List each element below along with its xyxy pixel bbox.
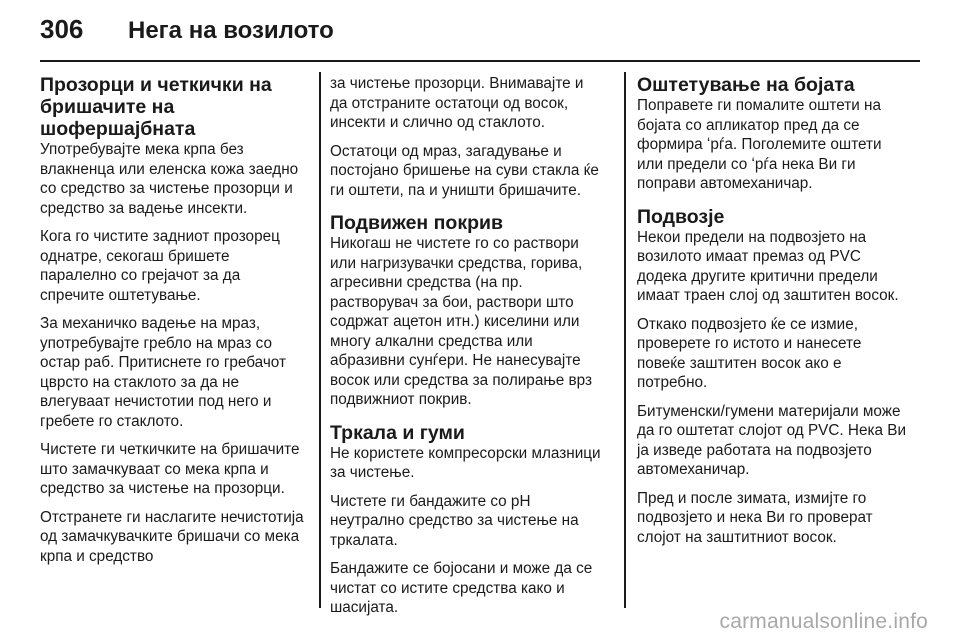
section-heading-underbody: Подвозје [637,205,725,228]
watermark: carmanualsonline.info [719,610,928,633]
paragraph: Никогаш не чистете го со раствори или нагризувачки средства, горива, агресивни средства (на пр. растворувач за бои, раствори што содржат ацетон итн.) киселини или многу алкални средства или абразивни сунѓери. Не нанесувајте восок или средства за полирање врз подвижниот покрив. [330,235,592,408]
column-divider-1 [319,72,321,608]
section-heading-sunroof: Подвижен покрив [330,212,503,234]
page-header [40,14,334,52]
section-heading-windows-wipers: Прозорци и четкички на бришачите на шофершајбната [40,74,272,140]
section-heading-wheels-tyres: Тркала и гуми [330,421,465,444]
column-3 [637,74,907,606]
paragraph: за чистење прозорци. Внимавајте и да отстраните остатоци од восок, инсекти и слично од стаклото. [330,75,584,131]
paragraph: Откако подвозјето ќе се измие, проверете го истото и нанесете повеќе заштитен восок ако е потребно. [637,315,862,391]
column-1 [40,74,308,606]
paragraph: Поправете ги помалите оштети на бојата со апликатор пред да се формира ʻрѓа. Поголемите оштети или предели со ʻрѓа нека Ви ги поправи автомеханичар. [637,97,882,192]
paragraph: Кога го чистите задниот прозорец однатре, секогаш бришете паралелно со грејачот за да спречите оштетување. [40,228,280,304]
paragraph: Употребувајте мека крпа без влакненца или еленска кожа заедно со средство за чистење прозорци и средство за вадење инсекти. [40,141,299,217]
paragraph: Не користете компресорски млазници за чистење. [330,444,601,481]
paragraph: Остатоци од мраз, загадување и постојано бришење на суви стакла ќе ги оштети, па и уништи бришачите. [330,142,599,199]
page-number: 306 [40,14,84,44]
paragraph: Битуменски/гумени материјали може да го оштетат слојот од PVC. Нека Ви ја изведе работата на подвозјето автомеханичар. [637,402,907,478]
page-title: Нега на возилото [128,17,334,44]
paragraph: Бандажите се бојосани и може да се чистат со истите средства како и шасијата. [330,560,593,616]
paragraph: Некои предели на подвозјето на возилото имаат премаз од PVC додека другите критични предели имаат траен слој од заштитен восок. [637,228,899,304]
paragraph: Чистете ги четкичките на бришачите што замачкуваат со мека крпа и средство за чистење на прозорци. [40,441,300,497]
column-2 [330,74,604,616]
header-rule [40,60,920,62]
column-divider-2 [624,72,626,608]
paragraph: За механичко вадење на мраз, употребувајте гребло на мраз со остар раб. Притиснете го гребачот цврсто на стаклото за да не влегуваат нечистотии под него и гребете го стаклото. [40,315,286,430]
section-heading-paint-damage: Оштетување на бојата [637,74,855,96]
paragraph: Пред и после зимата, измијте го подвозјето и нека Ви го проверат слојот на заштитниот восок. [637,489,873,546]
paragraph: Отстранете ги наслагите нечистотија од замачкувачките бришачи со мека крпа и средство [40,508,304,565]
paragraph: Чистете ги бандажите со pH неутрално средство за чистење на тркалата. [330,492,579,549]
